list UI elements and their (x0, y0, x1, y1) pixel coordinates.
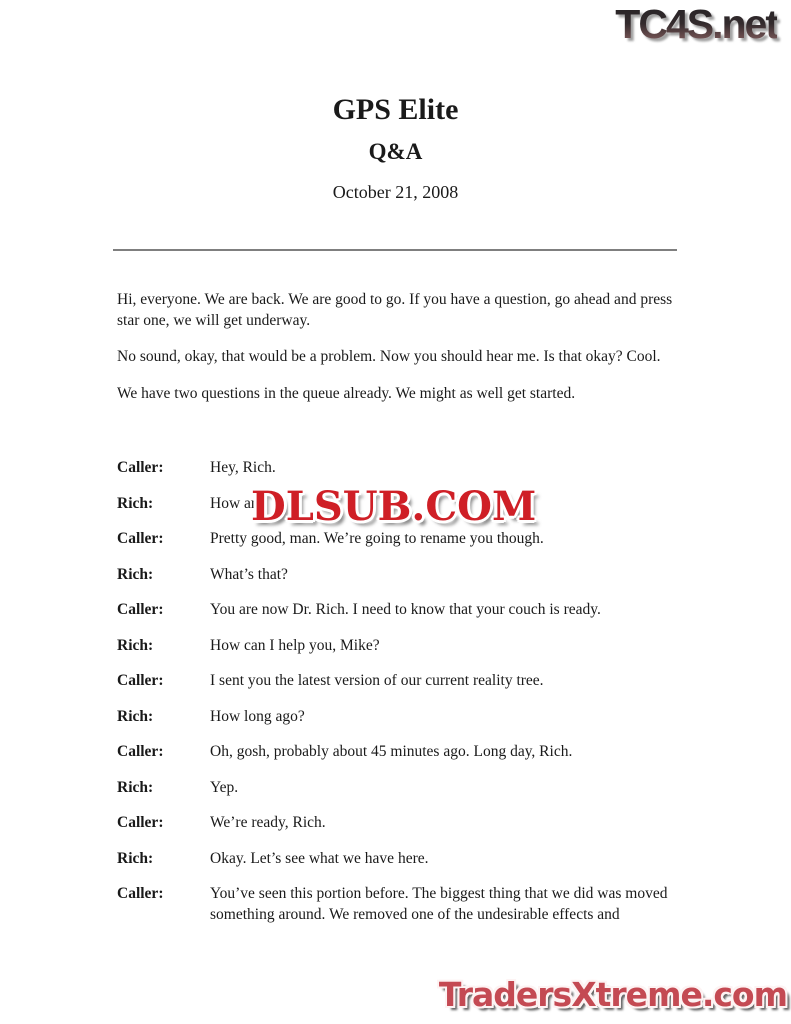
tc4s-logo: TC4S.net (615, 1, 777, 47)
dialogue-row (117, 707, 679, 728)
speaker-label: Caller: (117, 743, 164, 760)
intro-paragraph: We have two questions in the queue already. We might as well get started. (117, 384, 576, 402)
dialogue-row (117, 565, 679, 586)
dialogue-text: Yep. (210, 778, 239, 796)
dialogue-row (117, 600, 679, 621)
dialogue-text: How ar (210, 494, 257, 512)
page-subtitle: Q&A (368, 139, 423, 164)
speaker-label: Caller: (117, 530, 164, 547)
speaker-label: Caller: (117, 459, 164, 476)
dialogue-text: Oh, gosh, probably about 45 minutes ago. Long day, Rich. (210, 743, 573, 760)
dialogue-text: What’s that? (210, 565, 288, 583)
speaker-label: Caller: (117, 885, 164, 902)
speaker-label: Rich: (117, 849, 154, 867)
speaker-label: Rich: (117, 565, 154, 583)
speaker-label: Rich: (117, 707, 154, 725)
dialogue-row (117, 529, 679, 550)
speaker-label: Rich: (117, 636, 154, 654)
intro-paragraph: No sound, okay, that would be a problem. Now you should hear me. Is that okay? Cool. (117, 348, 661, 365)
dialogue-text: Okay. Let’s see what we have here. (210, 849, 429, 867)
speaker-label: Rich: (117, 778, 154, 796)
dialogue-text: I sent you the latest version of our current reality tree. (210, 672, 544, 689)
dialogue-row (117, 884, 679, 925)
dlsub-watermark: DLSUB.COM (251, 483, 537, 530)
speaker-label: Caller: (117, 672, 164, 689)
dialogue-text: You are now Dr. Rich. I need to know that your couch is ready. (210, 601, 601, 618)
speaker-label: Rich: (117, 494, 154, 512)
dialogue-text: How can I help you, Mike? (210, 636, 380, 654)
section-divider (113, 249, 677, 251)
dialogue-row (117, 813, 679, 834)
intro-paragraph: Hi, everyone. We are back. We are good to go. If you have a question, go ahead and press star one, we will get underway. (117, 291, 673, 329)
dialogue-row (117, 778, 679, 799)
dialogue-row (117, 849, 679, 870)
document-date: October 21, 2008 (332, 182, 459, 203)
dialogue-row (117, 671, 679, 692)
page-title: GPS Elite (332, 93, 459, 126)
dialogue-text: You’ve seen this portion before. The biggest thing that we did was moved something around. We removed one of the undesirable effects and (210, 885, 668, 923)
dialogue-row (117, 636, 679, 657)
tradersxtreme-logo: TradersXtreme.com (438, 975, 787, 1014)
dialogue-row (117, 742, 679, 763)
speaker-label: Caller: (117, 814, 164, 831)
dialogue-text: Hey, Rich. (210, 459, 276, 476)
speaker-label: Caller: (117, 601, 164, 618)
dialogue-text: How long ago? (210, 707, 305, 725)
transcript-body (117, 290, 679, 940)
dialogue-row (117, 458, 679, 479)
dialogue-text: Pretty good, man. We’re going to rename you though. (210, 530, 544, 547)
dialogue-text: We’re ready, Rich. (210, 814, 326, 831)
